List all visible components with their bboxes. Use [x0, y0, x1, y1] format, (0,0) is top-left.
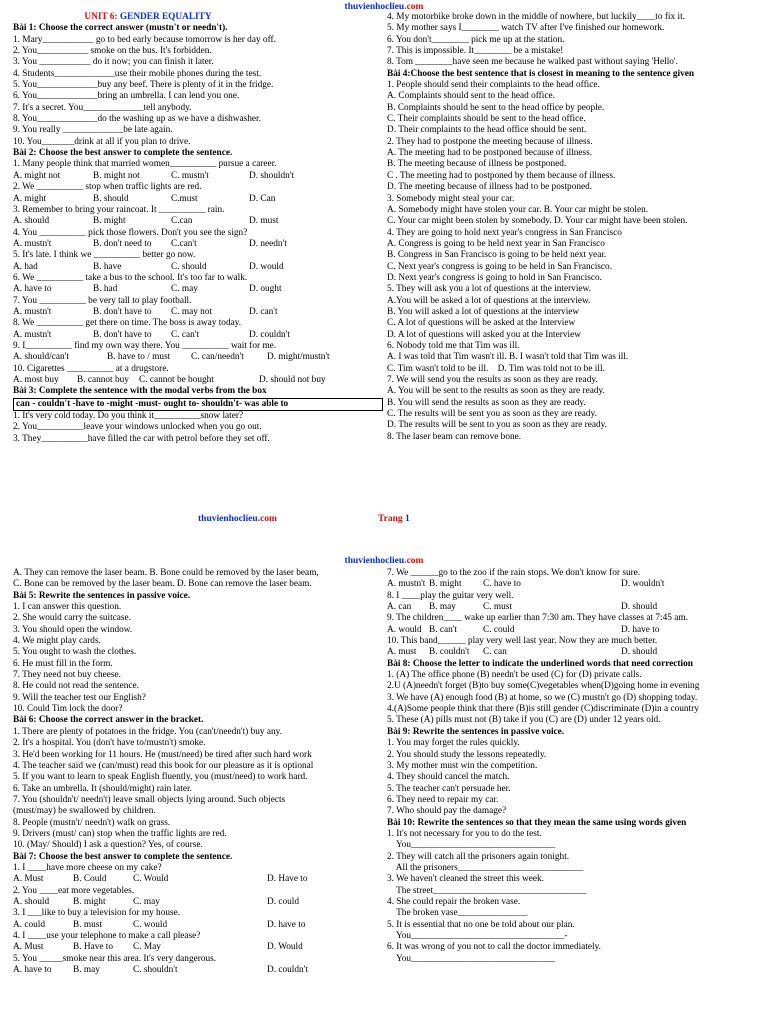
answer-option: D. Would	[267, 942, 303, 953]
text-line: A. Somebody might have stolen your car. B. Your car might be stolen.	[387, 204, 649, 215]
text-line: 7. This is impossible. It________ be a mistake!	[387, 46, 564, 57]
answer-option: C. Would	[133, 874, 169, 885]
answer-option: A. mustn't	[13, 329, 52, 340]
text-line: 3. We have (A) enough food (B) at home, so we (C) mustn't go (D) shopping today.	[387, 692, 698, 703]
answer-option: A. can	[387, 602, 412, 613]
text-line: 7. They need not buy cheese.	[13, 670, 121, 681]
answer-option: C.can't	[171, 238, 197, 249]
text-line: C. Tim wasn't told to be ill. D. Tim was told not to be ill.	[387, 363, 605, 374]
answer-option: A. might	[13, 193, 47, 204]
answer-option: C. cannot be bought	[139, 375, 214, 385]
text-line: C . The meeting had to postponed by them because of illness.	[387, 170, 616, 181]
answer-options	[13, 216, 385, 227]
page1-right-column	[387, 12, 759, 443]
answer-option: D. Can	[249, 193, 276, 204]
text-line: 8. People (mustn't/ needn't) walk on grass.	[13, 817, 171, 828]
text-line: A. You will be sent to the results as soon as they are ready.	[387, 386, 605, 397]
text-line: 8. You_____________do the washing up as we have a dishwasher.	[13, 114, 261, 125]
answer-option: A. have to	[13, 965, 52, 976]
text-line: 1. Many people think that married women__________ pursue a career.	[13, 159, 277, 170]
text-line: 10. This band______ play very well last year. Now they are much better.	[387, 636, 658, 647]
text-line: A. I was told that Tim wasn't ill. B. I wasn't told that Tim was ill.	[387, 352, 629, 363]
answer-option: B. might	[93, 216, 126, 227]
text-line: 2. She would carry the suitcase.	[13, 613, 131, 624]
answer-option: B. might	[73, 896, 106, 907]
text-line: 2. They will catch all the prisoners again tonight.	[387, 851, 570, 862]
text-line: 6. They need to repair my car.	[387, 794, 499, 805]
text-line: C. Bone can be removed by the laser beam. D. Bone can remove the laser beam.	[13, 579, 312, 590]
exercise-heading: Bài 6: Choose the correct answer in the bracket.	[13, 715, 204, 726]
text-line: 2. You should study the lessons repeatedly.	[387, 749, 547, 760]
text-line: 3. We haven't cleaned the street this week.	[387, 874, 544, 885]
text-line: 3. Remember to bring your raincoat. It __________ rain.	[13, 204, 225, 215]
answer-option: A. mustn't	[387, 579, 426, 590]
text-line: 1. I can answer this question.	[13, 602, 122, 613]
text-line: C. Your car might been stolen by somebody. D. Your car might have been stolen.	[387, 216, 688, 227]
answer-option: B. may	[73, 965, 100, 976]
answer-option: C. have to	[483, 579, 521, 590]
page-number: Trang 1	[378, 514, 410, 524]
answer-option: A. should/can't	[13, 352, 69, 363]
text-line: 1. I ____have more cheese on my cake?	[13, 862, 162, 873]
exercise-heading: Bài 10: Rewrite the sentences so that they mean the same using words given	[387, 817, 687, 828]
text-line: 5. My mother says I________ watch TV after I've finished our homework.	[387, 23, 665, 34]
text-line: 9. You really _____________be late again.	[13, 125, 173, 136]
answer-option: A. must	[387, 647, 417, 658]
answer-option: C. could	[483, 624, 515, 635]
answer-option: C. may not	[171, 306, 213, 317]
answer-option: B. might not	[93, 170, 140, 181]
answer-options	[13, 942, 385, 953]
exercise-heading: Bài 9: Rewrite the sentences in passive voice.	[387, 726, 565, 737]
page1-left-column	[13, 12, 385, 445]
text-line: 5. It is essential that no one be told about our plan.	[387, 919, 575, 930]
answer-options	[13, 194, 385, 205]
text-line: C. Next year's congress is going to be held in San Francisco.	[387, 261, 613, 272]
text-line: B. You will send the results as soon as they are ready.	[387, 397, 586, 408]
answer-options	[13, 920, 385, 931]
text-line: 4. You __________ pick those flowers. Don't you see the sign?	[13, 227, 248, 238]
answer-option: D. Have to	[267, 874, 308, 885]
text-line: D. Next year's congress is going to hold in San Francisco.	[387, 272, 602, 283]
text-line: B. The meeting because of illness be postponed.	[387, 159, 567, 170]
text-line: 5. If you want to learn to speak English fluently, you (must/need) to work hard.	[13, 772, 308, 783]
text-line: 6. You don't________ pick me up at the station.	[387, 34, 565, 45]
answer-option: B. should	[93, 193, 129, 204]
text-line: 4. They should cancel the match.	[387, 772, 510, 783]
text-line: 5. It's late. I think we __________ better go now.	[13, 250, 196, 261]
answer-options	[13, 965, 385, 976]
answer-option: C. should	[171, 261, 207, 272]
text-line: C. Their complaints should be sent to the head office.	[387, 114, 586, 125]
text-line: 5. They will ask you a lot of questions at the interview.	[387, 284, 591, 295]
answer-option: D. wouldn't	[621, 579, 665, 590]
text-line: 5. The teacher can't persuade her.	[387, 783, 511, 794]
answer-option: C. shouldn't	[133, 965, 178, 976]
answer-option: A. might not	[13, 170, 61, 181]
answer-option: D. have to	[267, 919, 306, 930]
text-line: 10. You_______drink at all if you plan to drive.	[13, 136, 191, 147]
answer-options	[387, 625, 759, 636]
answer-option: C. mustn't	[171, 170, 209, 181]
answer-option: D. should not buy	[259, 375, 326, 385]
text-line: 8. The laser beam can remove bone.	[387, 431, 522, 442]
exercise-heading: Bài 4:Choose the best sentence that is closest in meaning to the sentence given	[387, 68, 695, 79]
text-line: D. A lot of questions will asked you at the Interview	[387, 329, 581, 340]
text-line: 8. He could not read the sentence.	[13, 681, 139, 692]
answer-option: B. may	[429, 602, 456, 613]
text-line: 1. It's very cold today. Do you think it__________snow later?	[13, 411, 244, 422]
answer-option: D. couldn't	[249, 329, 290, 340]
text-line: 10. Cigarettes __________ at a drugstore.	[13, 363, 169, 374]
text-line: 1. (A) The office phone (B) needn't be used (C) for (D) private calls.	[387, 670, 642, 681]
answer-option: C. can't	[171, 329, 200, 340]
site-header: thuvienhoclieu.com	[344, 2, 424, 12]
site-footer: thuvienhoclieu.com	[198, 514, 277, 524]
text-line: 2.U (A)needn't forget (B)to buy some(C)vegetables when(D)going home in evening	[387, 681, 700, 692]
text-line: You_________________________________-	[387, 931, 568, 941]
answer-option: B. couldn't	[429, 647, 470, 658]
text-line: 5. You_____________buy any beef. There is plenty of it in the fridge.	[13, 80, 274, 91]
exercise-heading: Bài 1: Choose the correct answer (mustn't or needn't).	[13, 23, 228, 34]
text-line: B. You will asked a lot of questions at the interview	[387, 306, 580, 317]
text-line: 9. Drivers (must/ can) stop when the traffic lights are red.	[13, 828, 227, 839]
text-line: You_______________________________	[387, 953, 556, 964]
answer-options	[387, 602, 759, 613]
text-line: 7. You __________ be very tall to play football.	[13, 295, 192, 306]
text-line: 9. The children____ wake up earlier than 7:30 am. They have classes at 7:45 am.	[387, 613, 688, 624]
text-line: 7. We ______go to the zoo if the rain stops. We don't know for sure.	[387, 568, 641, 578]
text-line: D. The meeting because of illness had to be postponed.	[387, 182, 593, 193]
text-line: 1. There are plenty of potatoes in the fridge. You (can't/needn't) buy any.	[13, 726, 283, 737]
answer-options	[387, 579, 759, 590]
answer-options	[13, 897, 385, 908]
text-line: 6. Nobody told me that Tim was ill.	[387, 340, 520, 351]
text-line: 8. We __________ get there on time. The boss is away today.	[13, 318, 242, 329]
answer-option: B. have to / must	[107, 352, 171, 363]
text-line: 3. My mother must win the competition.	[387, 760, 538, 771]
answer-option: A. Must	[13, 942, 44, 953]
text-line: 1. Mary___________ go to bed early because tomorrow is her day off.	[13, 34, 276, 45]
text-line: 6. It was wrong of you not to call the doctor immediately.	[387, 942, 601, 953]
text-line: A. The meeting had to be postponed because of illness.	[387, 148, 593, 159]
answer-option: A. could	[13, 919, 46, 930]
text-line: 5. You _____smoke near this area. It's very dangerous.	[13, 953, 217, 964]
answer-option: B. might	[429, 579, 462, 590]
text-line: 3. He'd been working for 11 hours. He (must/need) be tired after such hard work	[13, 749, 312, 760]
answer-option: C. may	[133, 896, 160, 907]
text-line: 1. People should send their complaints to the head office.	[387, 80, 600, 91]
answer-options	[13, 239, 385, 250]
answer-options	[13, 352, 385, 363]
text-line: 1. You may forget the rules quickly.	[387, 738, 520, 749]
text-line: 4. We might play cards.	[13, 636, 101, 647]
text-line: C. A lot of questions will be asked at the Interview	[387, 318, 576, 329]
answer-option: C. May	[133, 942, 161, 953]
text-line: 9. Will the teacher test our English?	[13, 692, 146, 703]
answer-option: D. ought	[249, 284, 282, 295]
answer-option: C. may	[171, 284, 198, 295]
answer-option: D. could	[267, 896, 300, 907]
text-line: A. They can remove the laser beam. B. Bone could be removed by the laser beam,	[13, 568, 319, 578]
text-line: 7. You (shouldn't/ needn't) leave small objects lying around. Such objects	[13, 794, 286, 805]
answer-option: A. mustn't	[13, 238, 52, 249]
text-line: 2. You ____eat more vegetables.	[13, 885, 135, 896]
text-line: B. Complaints should be sent to the head office by people.	[387, 102, 605, 113]
text-line: 3. You should open the window.	[13, 624, 133, 635]
text-line: 2. You___________ smoke on the bus. It's forbidden.	[13, 46, 212, 57]
site-header-2: thuvienhoclieu.com	[344, 556, 424, 566]
answer-option: D. needn't	[249, 238, 287, 249]
answer-option: A. should	[13, 216, 50, 227]
text-line: 7. We will send you the results as soon as they are ready.	[387, 375, 598, 385]
exercise-heading: can - couldn't -have to -might -must- ought to- shouldn't- was able to	[13, 398, 383, 411]
text-line: 6. You_____________bring an umbrella. I can lend you one.	[13, 91, 240, 102]
answer-options	[13, 874, 385, 885]
page2-right-column	[387, 568, 759, 965]
page2-left-column	[13, 568, 385, 976]
text-line: 3. I ___like to buy a television for my house.	[13, 908, 181, 919]
answer-option: D. couldn't	[267, 965, 308, 976]
answer-option: C. can	[483, 647, 507, 658]
answer-option: B. must	[73, 919, 102, 930]
text-line: 4.(A)Some people think that there (B)is still gender (C)discriminate (D)in a country	[387, 704, 699, 715]
answer-options	[13, 330, 385, 341]
answer-option: A. most buy	[13, 375, 59, 385]
text-line: UNIT 6: GENDER EQUALITY	[84, 12, 212, 22]
answer-option: C.must	[171, 193, 198, 204]
text-line: 3. You ___________ do it now; you can finish it later.	[13, 57, 214, 68]
text-line: 8. Tom ________have seen me because he walked past without saying 'Hello'.	[387, 57, 678, 68]
answer-option: A. would	[387, 624, 422, 635]
answer-options	[13, 171, 385, 182]
answer-option: A. had	[13, 261, 38, 272]
text-line: 4. Students_____________use their mobile phones during the test.	[13, 68, 262, 79]
exercise-heading: Bài 5: Rewrite the sentences in passive voice.	[13, 590, 191, 601]
text-line: 1. It's not necessary for you to do the test.	[387, 828, 542, 839]
answer-options	[13, 307, 385, 318]
text-line: 8. I ____play the guitar very well.	[387, 590, 514, 601]
text-line: 4. I ____use your telephone to make a call please?	[13, 931, 201, 941]
answer-option: A. have to	[13, 284, 52, 295]
answer-option: B. have	[93, 261, 122, 272]
answer-option: C. must	[483, 602, 512, 613]
page-2	[0, 512, 768, 1024]
answer-option: D. might/mustn't	[267, 352, 330, 363]
answer-option: A. Must	[13, 874, 44, 885]
exercise-heading: Bài 2: Choose the best answer to complete the sentence.	[13, 148, 233, 159]
answer-option: D. shouldn't	[249, 170, 295, 181]
text-line: 5. These (A) pills must not (B) take if you (C) are (D) under 12 years old.	[387, 715, 661, 726]
text-line: 6. We __________ take a bus to the school. It's too far to walk.	[13, 272, 248, 283]
text-line: A.You will be asked a lot of questions at the interview.	[387, 295, 591, 306]
text-line: 5. You ought to wash the clothes.	[13, 647, 137, 658]
text-line: 2. You__________leave your windows unlocked when you go out.	[13, 422, 262, 433]
text-line: 4. The teacher said we (can/must) read this book for our pleasure as it is optional	[13, 760, 314, 771]
text-line: 7. It's a secret. You_____________tell anybody.	[13, 102, 192, 113]
answer-option: D. would	[249, 261, 284, 272]
text-line: 3. Somebody might steal your car.	[387, 193, 515, 204]
text-line: 9. I__________ find my own way there. You __________ wait for me.	[13, 340, 277, 351]
text-line: 4. She could repair the broken vase.	[387, 896, 521, 907]
answer-options	[13, 284, 385, 295]
answer-option: B. don't need to	[93, 238, 152, 249]
answer-option: C. would	[133, 919, 168, 930]
text-line: The street_________________________________	[387, 885, 587, 896]
answer-option: B. don't have to	[93, 329, 152, 340]
text-line: 2. It's a hospital. You (don't have to/mustn't) smoke.	[13, 738, 206, 749]
answer-option: C. can/needn't	[191, 352, 244, 363]
answer-option: B. can't	[429, 624, 458, 635]
text-line: (must/may) be swallowed by children.	[13, 806, 156, 817]
text-line: C. The results will be sent you as soon as they are ready.	[387, 409, 597, 420]
answer-option: D. should	[621, 602, 658, 613]
text-line: 6. Take an umbrella. It (should/might) rain later.	[13, 783, 192, 794]
answer-option: A. mustn't	[13, 306, 52, 317]
answer-option: D. have to	[621, 624, 660, 635]
text-line: B. Congress in San Francisco is going to be held next year.	[387, 250, 607, 261]
text-line: D. Their complaints to the head office should be sent.	[387, 125, 587, 136]
text-line: 4. My motorbike broke down in the middle of nowhere, but luckily____to fix it.	[387, 12, 685, 22]
text-line: You_______________________________	[387, 840, 556, 851]
answer-option: B. Have to	[73, 942, 114, 953]
answer-options	[13, 262, 385, 273]
answer-option: C.can	[171, 216, 193, 227]
answer-option: D. should	[621, 647, 658, 658]
answer-option: B. had	[93, 284, 118, 295]
exercise-heading: Bài 3: Complete the sentence with the modal verbs from the box	[13, 386, 267, 397]
answer-option: B. Could	[73, 874, 107, 885]
text-line: A. Congress is going to be held next year in San Francisco	[387, 238, 605, 249]
text-line: 6. He must fill in the form.	[13, 658, 113, 669]
text-line: 2. They had to postpone the meeting because of illness.	[387, 136, 593, 147]
answer-option: B. don't have to	[93, 306, 152, 317]
text-line: The broken vase_______________	[387, 908, 528, 919]
answer-option: D. can't	[249, 306, 278, 317]
text-line: 3. They__________have filled the car with petrol before they set off.	[13, 433, 270, 444]
answer-options	[13, 375, 385, 386]
text-line: D. The results will be sent to you as soon as they are ready.	[387, 420, 607, 431]
answer-options	[387, 647, 759, 658]
text-line: 10. (May/ Should) I ask a question? Yes, of course.	[13, 840, 203, 851]
text-line: All the prisoners___________________________	[387, 862, 584, 873]
text-line: 2. We __________ stop when traffic lights are red.	[13, 182, 202, 193]
answer-option: D. must	[249, 216, 279, 227]
text-line: A. Complaints should sent to the head office.	[387, 91, 555, 102]
text-line: 4. They are going to hold next year's congress in San Francisco	[387, 227, 622, 238]
exercise-heading: Bài 8: Choose the letter to indicate the underlined words that need correction	[387, 658, 693, 669]
answer-option: A. should	[13, 896, 50, 907]
text-line: 7. Who should pay the damage?	[387, 806, 507, 817]
text-line: 10. Could Tim lock the door?	[13, 704, 123, 715]
exercise-heading: Bài 7: Choose the best answer to complete the sentence.	[13, 851, 233, 862]
answer-option: B. cannot buy	[77, 375, 129, 385]
